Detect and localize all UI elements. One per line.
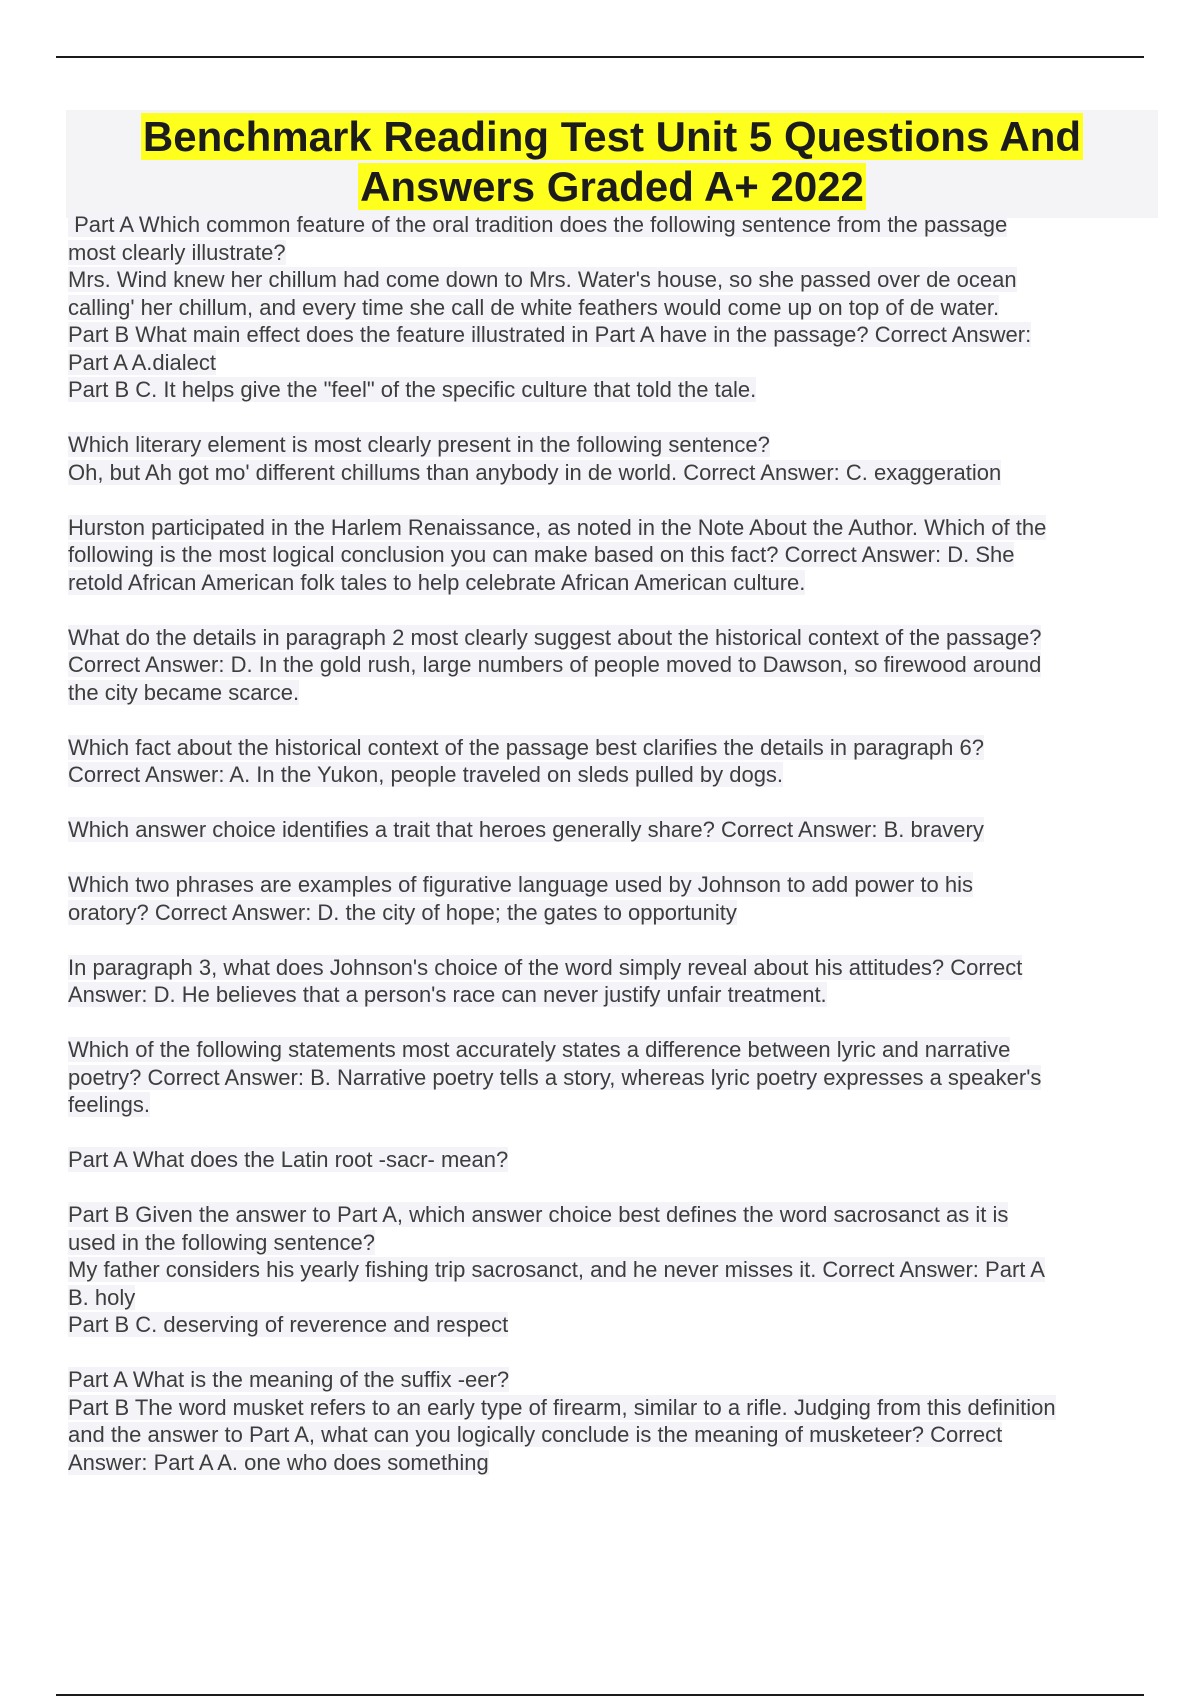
qa-line: [68, 899, 1164, 927]
paragraph-gap: [68, 1009, 1164, 1037]
qa-line: [68, 1421, 1164, 1449]
qa-line: [68, 514, 1164, 542]
qa-line-text: Answer: D. He believes that a person's race can never justify unfair treatment.: [68, 982, 827, 1007]
qa-line: [68, 569, 1164, 597]
qa-line-text: Which literary element is most clearly present in the following sentence?: [68, 432, 770, 457]
top-rule: [56, 56, 1144, 58]
qa-line-text: and the answer to Part A, what can you logically conclude is the meaning of musketeer? Correct: [68, 1422, 1003, 1447]
paragraph-gap: [68, 1174, 1164, 1202]
qa-line-text: the city became scarce.: [68, 679, 300, 705]
paragraph-gap: [68, 844, 1164, 872]
qa-line: [68, 459, 1164, 487]
qa-line-text: Part A A.dialect: [68, 349, 216, 375]
qa-item: [68, 431, 1164, 486]
qa-line: [68, 1449, 1164, 1477]
qa-line-text: following is the most logical conclusion you can make based on this fact? Correct Answer: D. She: [68, 542, 1015, 567]
qa-line: [68, 266, 1164, 294]
qa-line-text: Which two phrases are examples of figurative language used by Johnson to add power to his: [68, 872, 973, 897]
paragraph-gap: [68, 926, 1164, 954]
qa-line: [68, 541, 1164, 569]
qa-line-text: Oh, but Ah got mo' different chillums than anybody in de world. Correct Answer: C. exaggeration: [68, 459, 1002, 485]
qa-line-text: Part A What does the Latin root -sacr- mean?: [68, 1147, 509, 1172]
paragraph-gap: [68, 596, 1164, 624]
qa-item: [68, 1146, 1164, 1174]
qa-line: [68, 1036, 1164, 1064]
qa-line-text: What do the details in paragraph 2 most clearly suggest about the historical context of the passage?: [68, 624, 1042, 650]
qa-line: [68, 624, 1164, 652]
qa-item: [68, 1201, 1164, 1339]
qa-line-text: Correct Answer: D. In the gold rush, large numbers of people moved to Dawson, so firewood around: [68, 652, 1042, 677]
qa-line: [68, 871, 1164, 899]
qa-line: [68, 651, 1164, 679]
qa-line: [68, 321, 1164, 349]
qa-line: [68, 1201, 1164, 1229]
qa-item: [68, 624, 1164, 707]
qa-line-text: Part B What main effect does the feature illustrated in Part A have in the passage? Correct Answer:: [68, 322, 1032, 347]
qa-line: [68, 294, 1164, 322]
qa-line-text: In paragraph 3, what does Johnson's choice of the word simply reveal about his attitudes? Correct: [68, 954, 1023, 980]
qa-item: [68, 514, 1164, 597]
qa-item: [68, 1036, 1164, 1119]
qa-line-text: Answer: Part A A. one who does something: [68, 1449, 489, 1475]
qa-line-text: used in the following sentence?: [68, 1229, 375, 1255]
qa-line: [68, 761, 1164, 789]
paragraph-gap: [68, 404, 1164, 432]
qa-line: [68, 431, 1164, 459]
qa-line-text: oratory? Correct Answer: D. the city of hope; the gates to opportunity: [68, 899, 737, 925]
qa-line: [68, 816, 1164, 844]
qa-line: [68, 1091, 1164, 1119]
qa-line-text: My father considers his yearly fishing trip sacrosanct, and he never misses it. Correct Answer: Part A: [68, 1257, 1045, 1282]
qa-line-text: Which of the following statements most accurately states a difference between lyric and narrative: [68, 1037, 1011, 1062]
qa-content: [68, 211, 1164, 1476]
title-line-2: Answers Graded A+ 2022: [360, 163, 864, 210]
qa-line: [68, 349, 1164, 377]
qa-line-text: Part B C. deserving of reverence and respect: [68, 1312, 509, 1337]
qa-line-text: Part A Which common feature of the oral tradition does the following sentence from the passage: [68, 212, 1008, 237]
qa-line-text: poetry? Correct Answer: B. Narrative poetry tells a story, whereas lyric poetry expresses a speaker's: [68, 1064, 1042, 1090]
qa-line: [68, 981, 1164, 1009]
paragraph-gap: [68, 486, 1164, 514]
qa-line: [68, 1311, 1164, 1339]
qa-line: [68, 211, 1164, 239]
paragraph-gap: [68, 1339, 1164, 1367]
qa-line: [68, 734, 1164, 762]
qa-line: [68, 1284, 1164, 1312]
qa-line-text: Part B The word musket refers to an early type of firearm, similar to a rifle. Judging from this definition: [68, 1394, 1056, 1420]
qa-line-text: feelings.: [68, 1092, 150, 1117]
qa-line: [68, 1394, 1164, 1422]
qa-item: [68, 954, 1164, 1009]
qa-line-text: Hurston participated in the Harlem Renaissance, as noted in the Note About the Author. Which of the: [68, 514, 1047, 540]
qa-line: [68, 1256, 1164, 1284]
qa-line-text: Mrs. Wind knew her chillum had come down to Mrs. Water's house, so she passed over de ocean: [68, 267, 1017, 292]
qa-item: [68, 816, 1164, 844]
bottom-rule: [56, 1694, 1144, 1696]
qa-line: [68, 239, 1164, 267]
qa-line-text: B. holy: [68, 1284, 136, 1310]
document-title: [66, 112, 1158, 212]
qa-line-text: most clearly illustrate?: [68, 239, 286, 265]
title-banner: [66, 110, 1158, 218]
qa-line: [68, 954, 1164, 982]
qa-line: [68, 1064, 1164, 1092]
paragraph-gap: [68, 706, 1164, 734]
qa-line: [68, 376, 1164, 404]
qa-line-text: Which fact about the historical context of the passage best clarifies the details in paragraph 6?: [68, 734, 984, 760]
title-line-1: Benchmark Reading Test Unit 5 Questions And: [142, 113, 1082, 160]
paragraph-gap: [68, 1119, 1164, 1147]
qa-item: [68, 871, 1164, 926]
qa-line-text: calling' her chillum, and every time she call de white feathers would come up on top of de water.: [68, 294, 1000, 320]
qa-line: [68, 1366, 1164, 1394]
qa-item: [68, 734, 1164, 789]
qa-line-text: Part A What is the meaning of the suffix -eer?: [68, 1367, 510, 1392]
qa-line-text: Part B Given the answer to Part A, which answer choice best defines the word sacrosanct as it is: [68, 1202, 1009, 1227]
paragraph-gap: [68, 789, 1164, 817]
qa-line-text: Correct Answer: A. In the Yukon, people traveled on sleds pulled by dogs.: [68, 762, 784, 787]
qa-line: [68, 1146, 1164, 1174]
qa-line-text: Part B C. It helps give the "feel" of the specific culture that told the tale.: [68, 377, 757, 402]
qa-line-text: retold African American folk tales to help celebrate African American culture.: [68, 569, 806, 595]
qa-item: [68, 1366, 1164, 1476]
qa-line: [68, 679, 1164, 707]
qa-item: [68, 211, 1164, 404]
qa-line-text: Which answer choice identifies a trait that heroes generally share? Correct Answer: B. bravery: [68, 817, 984, 842]
qa-line: [68, 1229, 1164, 1257]
